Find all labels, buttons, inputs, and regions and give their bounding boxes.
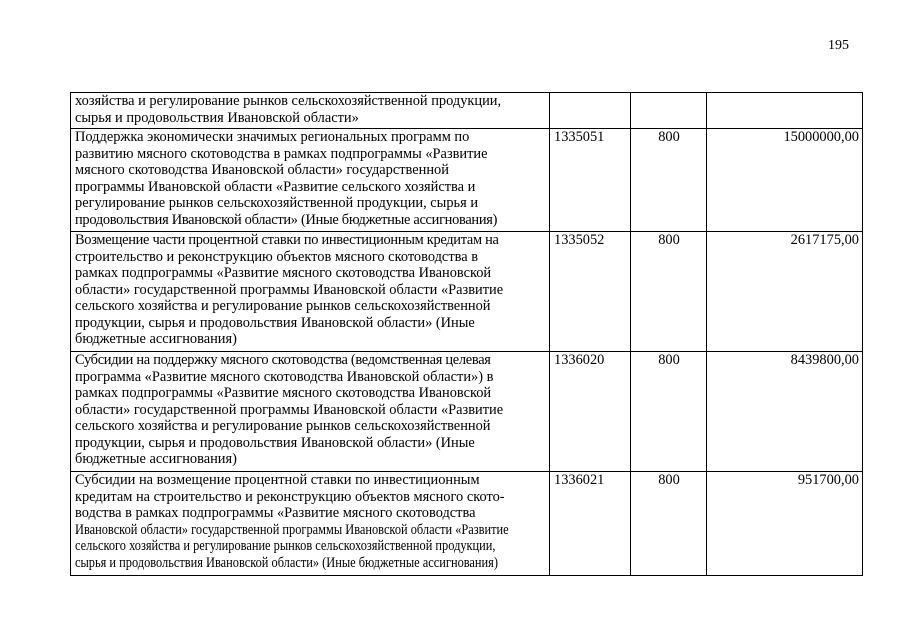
row-amount: 8439800,00	[707, 352, 863, 472]
description-line: сельского хозяйства и регулирование рынков сельскохозяйственной	[75, 418, 491, 434]
budget-table	[70, 92, 863, 576]
table-row	[71, 472, 863, 576]
row-amount: 2617175,00	[707, 232, 863, 352]
row-code: 1335052	[550, 232, 631, 352]
table-row	[71, 232, 863, 352]
description-line: продукции, сырья и продовольствия Ивановской области» (Иные	[75, 314, 475, 331]
row-expense-type: 800	[631, 352, 707, 472]
row-code: 1336021	[550, 472, 631, 576]
description-line: области» государственной программы Ивановской области «Развитие	[75, 281, 504, 298]
description-line: рамках подпрограммы «Развитие мясного скотоводства Ивановской	[75, 265, 492, 281]
description-line: водства в рамках подпрограммы «Развитие мясного скотоводства	[75, 505, 476, 521]
row-description	[71, 352, 550, 472]
row-description	[71, 93, 550, 129]
row-code	[550, 93, 631, 129]
row-expense-type	[631, 93, 707, 129]
description-line: области» государственной программы Ивановской области «Развитие	[75, 401, 504, 418]
description-line: строительство и реконструкцию объектов мясного скотоводства в	[75, 248, 478, 265]
row-amount	[707, 93, 863, 129]
row-expense-type: 800	[631, 472, 707, 576]
description-line: бюджетные ассигнования)	[75, 331, 237, 347]
description-line: рамках подпрограммы «Развитие мясного скотоводства Ивановской	[75, 385, 492, 401]
description-line-condensed: сельского хозяйства и регулирование рынков сельскохозяйственной продукции,	[75, 538, 496, 554]
description-line: продовольствия Ивановской области» (Иные бюджетные ассигнования)	[75, 211, 498, 228]
row-expense-type: 800	[631, 232, 707, 352]
row-amount: 15000000,00	[707, 129, 863, 232]
description-line: регулирование рынков сельскохозяйственной продукции, сырья и	[75, 195, 479, 211]
description-line: Возмещение части процентной ставки по инвестиционным кредитам на	[75, 232, 499, 248]
description-line: Субсидии на поддержку мясного скотоводства (ведомственная целевая	[75, 352, 491, 368]
description-line: бюджетные ассигнования)	[75, 451, 237, 467]
description-line: сельского хозяйства и регулирование рынков сельскохозяйственной	[75, 298, 491, 314]
row-description	[71, 232, 550, 352]
table-row	[71, 93, 863, 129]
description-line: продукции, сырья и продовольствия Ивановской области» (Иные	[75, 434, 475, 451]
description-line: Субсидии на возмещение процентной ставки по инвестиционным	[75, 472, 480, 488]
description-line: Поддержка экономически значимых региональных программ по	[75, 129, 470, 145]
description-line-condensed: сырья и продовольствия Ивановской области» (Иные бюджетные ассигнования)	[75, 554, 498, 571]
description-line: программа «Развитие мясного скотоводства Ивановской области») в	[75, 368, 494, 385]
description-line: кредитам на строительство и реконструкцию объектов мясного ското-	[75, 488, 505, 505]
description-line-condensed: Ивановской области» государственной программы Ивановской области «Развитие	[75, 521, 509, 538]
description-line: программы Ивановской области «Развитие сельского хозяйства и	[75, 178, 476, 195]
page-number: 195	[828, 38, 849, 53]
table-row	[71, 129, 863, 232]
description-line: хозяйства и регулирование рынков сельскохозяйственной продукции,	[75, 93, 502, 109]
row-amount: 951700,00	[707, 472, 863, 576]
description-line: сырья и продовольствия Ивановской области»	[75, 109, 359, 126]
description-line: развитию мясного скотоводства в рамках подпрограммы «Развитие	[75, 145, 488, 162]
row-expense-type: 800	[631, 129, 707, 232]
description-line: мясного скотоводства Ивановской области» государственной	[75, 162, 449, 178]
row-code: 1335051	[550, 129, 631, 232]
row-description	[71, 129, 550, 232]
table-row	[71, 352, 863, 472]
row-description	[71, 472, 550, 576]
row-code: 1336020	[550, 352, 631, 472]
